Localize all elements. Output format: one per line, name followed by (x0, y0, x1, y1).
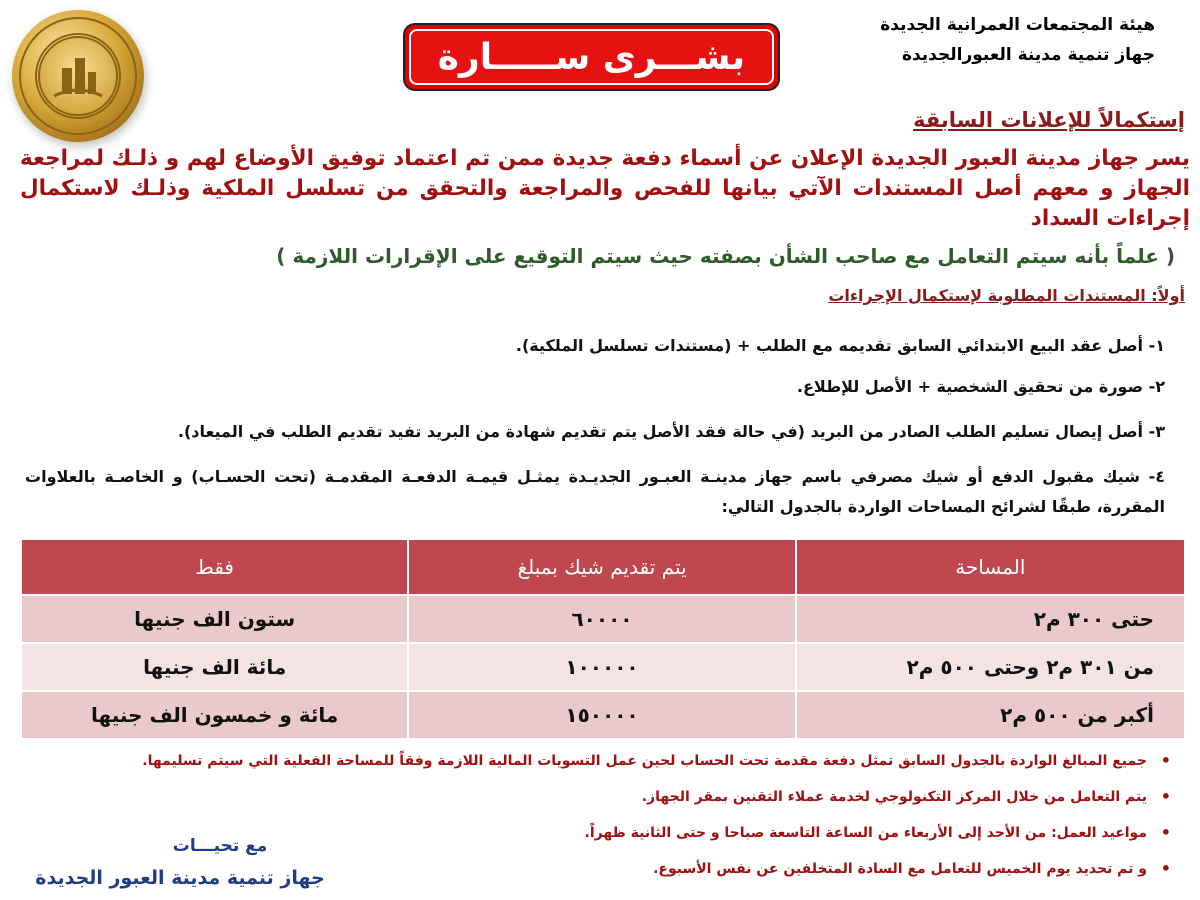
note-text: جميع المبالغ الواردة بالجدول السابق تمثل دفعة مقدمة تحت الحساب لحين عمل التسويات المالية اللازمة وفقاً للمساحة الفعلية التي سيتم تسليمها. (142, 753, 1147, 769)
note-text: يتم التعامل من خلال المركز التكنولوجي لخدمة عملاء التقنين بمقر الجهاز. (641, 789, 1147, 805)
list-item (142, 750, 1175, 786)
signature-authority: جهاز تنمية مدينة العبور الجديدة (35, 867, 325, 889)
area-cell: أكبر من ٥٠٠ م٢ (796, 691, 1185, 739)
area-cell: حتى ٣٠٠ م٢ (796, 595, 1185, 643)
requirement-item: ٤- شيك مقبول الدفع أو شيك مصرفي باسم جهاز مدينـة العبـور الجديـدة يمثـل قيمـة الدفعـة المقدمـة (تحت الحسـاب) و الخاصـة بالعلاوات المقررة، طبقًا لشرائح المساحات الواردة بالجدول التالي: (25, 467, 1165, 516)
bullet-icon: • (1160, 823, 1171, 842)
signature-block (30, 830, 330, 894)
note-text: و تم تحديد يوم الخميس للتعامل مع السادة المتخلفين عن نفس الأسبوع. (653, 861, 1147, 877)
good-news-banner (403, 23, 780, 91)
table-row (21, 643, 1185, 691)
payment-table (20, 538, 1186, 740)
table-header-row (21, 539, 1185, 595)
bullet-icon: • (1160, 859, 1171, 878)
column-header-words: فقط (21, 539, 408, 595)
signature-greeting: مع تحيـــات (172, 836, 268, 856)
amount-words-cell: مائة و خمسون الف جنيها (21, 691, 408, 739)
announcement-intro: يسر جهاز مدينة العبور الجديدة الإعلان عن أسماء دفعة جديدة ممن تم اعتماد توفيق الأوضاع لهم و ذلـك لمراجعة الجهاز و معهم أصل المستندات الآتي بيانها للفحص والمراجعة والتحقق من تسلسل الملكية وذلـك لاستكمال إجراءات السداد (20, 146, 1190, 231)
organization-header (880, 10, 1155, 70)
bullet-icon: • (1160, 751, 1171, 770)
note-text: مواعيد العمل: من الأحد إلى الأربعاء من الساعة التاسعة صباحا و حتى الثانية ظهراً. (584, 825, 1147, 841)
ministry-seal-logo (12, 10, 144, 142)
column-header-amount: يتم تقديم شيك بمبلغ (408, 539, 795, 595)
requirement-item: ٣- أصل إيصال تسليم الطلب الصادر من البريد (في حالة فقد الأصل يتم تقديم شهادة من البريد تفيد تقديم الطلب في الميعاد). (177, 422, 1165, 441)
seal-emblem (38, 36, 118, 116)
requirement-item: ١- أصل عقد البيع الابتدائي السابق تقديمه مع الطلب + (مستندات تسلسل الملكية). (515, 336, 1165, 355)
amount-cell: ٦٠٠٠٠ (408, 595, 795, 643)
requirement-item: ٢- صورة من تحقيق الشخصية + الأصل للإطلاع. (796, 377, 1165, 396)
amount-words-cell: ستون الف جنيها (21, 595, 408, 643)
area-cell: من ٣٠١ م٢ وحتى ٥٠٠ م٢ (796, 643, 1185, 691)
bullet-icon: • (1160, 787, 1171, 806)
org-name: هيئة المجتمعات العمرانية الجديدة (880, 15, 1155, 35)
amount-cell: ١٠٠٠٠٠ (408, 643, 795, 691)
column-header-area: المساحة (796, 539, 1185, 595)
announcement-note: ( علماً بأنه سيتم التعامل مع صاحب الشأن بصفته حيث سيتم التوقيع على الإقرارات اللازمة ) (276, 244, 1175, 268)
amount-cell: ١٥٠٠٠٠ (408, 691, 795, 739)
table-row (21, 691, 1185, 739)
building-emblem-icon (40, 38, 116, 114)
table-row (21, 595, 1185, 643)
announcement-heading: إستكمالاً للإعلانات السابقة (913, 108, 1185, 132)
list-item (142, 786, 1175, 822)
requirements-heading: أولاً: المستندات المطلوبة لإستكمال الإجراءات (828, 286, 1185, 305)
amount-words-cell: مائة الف جنيها (21, 643, 408, 691)
city-authority-name: جهاز تنمية مدينة العبورالجديدة (901, 45, 1155, 65)
banner-text: بشـــرى ســـــارة (409, 29, 774, 85)
